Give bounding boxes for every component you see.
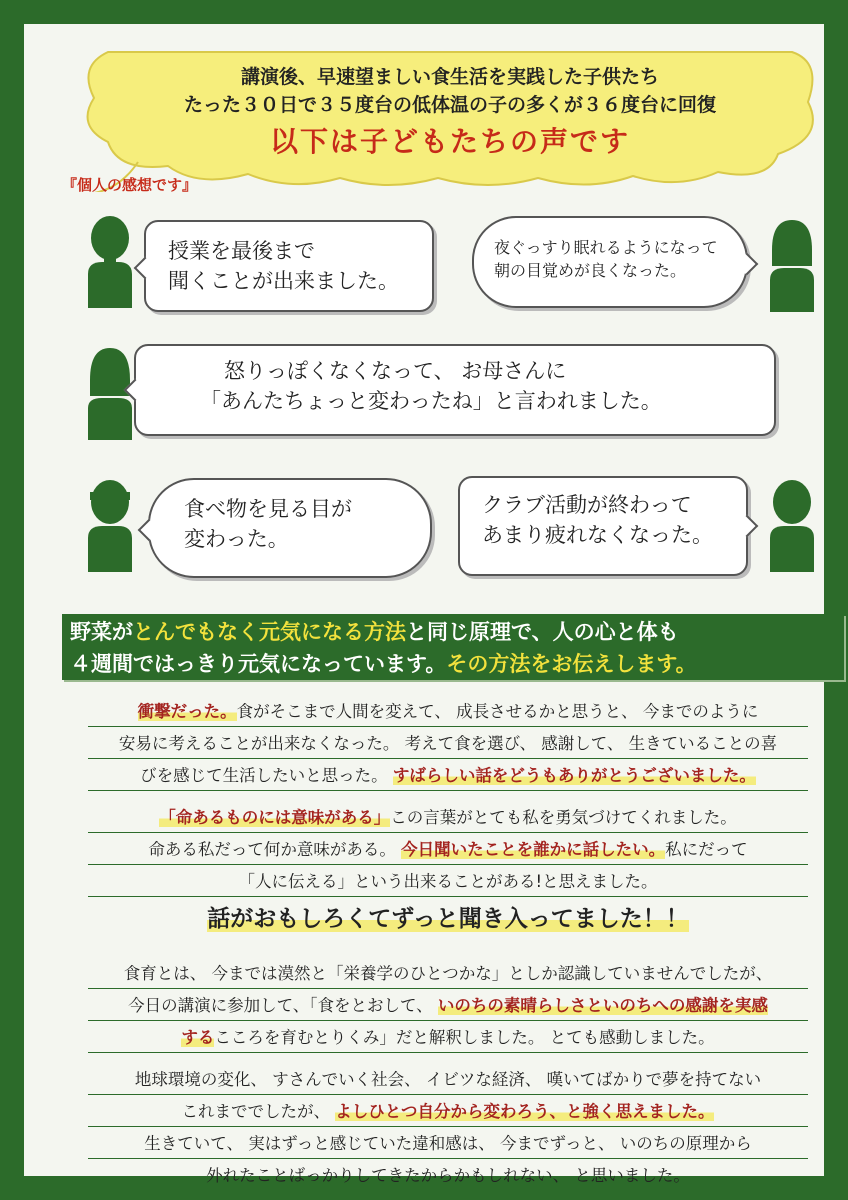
comment-2-text-b: 命ある私だって何か意味がある。 <box>148 840 402 859</box>
underline <box>88 1094 808 1095</box>
comment-1-text-c: びを感じて生活したいと思った。 <box>140 766 393 785</box>
comment-2-line-3 <box>48 868 848 892</box>
comment-2-highlight-b: 今日聞いたことを誰かに話したい。 <box>401 840 666 859</box>
speech-bubble-5 <box>458 476 748 576</box>
comment-1-text-b: 安易に考えることが出来なくなった。 考えて食を選び、 感謝して、 生きていることの喜 <box>118 734 778 753</box>
bubble-tail <box>138 519 161 542</box>
comment-1-line-2 <box>48 730 848 754</box>
bubble-4-line-2: 変わった。 <box>184 527 289 552</box>
comment-5-text-b: これまででしたが、 <box>181 1102 336 1121</box>
banner-1-part-c: と同じ原理で、人の心と体も <box>406 619 679 644</box>
comment-4-text-c: こころを育むとりくみ」だと解釈しました。 とても感動しました。 <box>214 1028 715 1047</box>
underline <box>88 988 808 989</box>
underline <box>88 1158 808 1159</box>
avatar-girl-1 <box>764 216 820 312</box>
comment-5-line-1 <box>48 1066 848 1090</box>
header-line-1: 講演後、早速望ましい食生活を実践した子供たち <box>240 66 659 88</box>
avatar-boy-1 <box>82 212 138 308</box>
speech-bubble-1 <box>144 220 434 312</box>
bubble-5-line-2: あまり疲れなくなった。 <box>482 523 713 548</box>
speech-bubble-3 <box>134 344 776 436</box>
underline <box>88 726 808 727</box>
comment-1-highlight-a: 衝撃だった。 <box>137 702 237 721</box>
underline <box>88 790 808 791</box>
comment-5-line-2 <box>48 1098 848 1122</box>
comment-1-highlight-b: すばらしい話をどうもありがとうございました。 <box>392 766 756 785</box>
header-line-3: 以下は子どもたちの声です <box>269 125 630 158</box>
comment-2-text-d: 「人に伝える」という出来ることがある!と思えました。 <box>238 872 658 891</box>
banner-2-highlight: その方法をお伝えします。 <box>446 651 697 676</box>
bubble-1-line-1: 授業を最後まで <box>168 239 315 263</box>
comment-1-text-a: 食がそこまで人間を変えて、 成長させるかと思うと、 今までのように <box>236 702 759 721</box>
comment-4-line-3 <box>48 1024 848 1048</box>
banner-line-2 <box>62 646 844 680</box>
bubble-2-line-2: 朝の目覚めが良くなった。 <box>494 261 687 281</box>
underline <box>88 758 808 759</box>
comment-2-highlight-a: 「命あるものには意味がある」 <box>159 808 391 827</box>
comment-2-text-c: 私にだって <box>665 840 748 859</box>
bubble-tail <box>736 515 759 538</box>
bubble-4-line-1: 食べ物を見る目が <box>184 497 352 521</box>
banner-line-1 <box>62 614 844 648</box>
bubble-tail <box>736 253 759 276</box>
header-cloud <box>78 48 822 192</box>
comment-5-text-d: 外れたことばっかりしてきたからかもしれない、 と思いました。 <box>206 1166 690 1185</box>
comment-3-text: 話がおもしろくてずっと聞き入ってました！！ <box>207 905 689 932</box>
underline <box>88 832 808 833</box>
underline <box>88 896 808 897</box>
comment-5-line-3 <box>48 1130 848 1154</box>
speech-bubble-4 <box>148 478 432 578</box>
avatar-boy-2 <box>82 476 138 572</box>
comment-5-highlight: よしひとつ自分から変わろう、と強く思えました。 <box>335 1102 715 1121</box>
comment-2-line-2 <box>48 836 848 860</box>
header-line-2: たった３０日で３５度台の低体温の子の多くが３６度台に回復 <box>183 94 716 116</box>
underline <box>88 1190 808 1191</box>
comment-2-text-a: この言葉がとても私を勇気づけてくれました。 <box>390 808 737 827</box>
bubble-3-line-1: 怒りっぽくなくなって、 お母さんに <box>224 359 567 383</box>
avatar-boy-3 <box>764 476 820 572</box>
comment-3-heading <box>48 900 848 933</box>
comment-1-line-1 <box>48 698 848 722</box>
underline <box>88 1052 808 1053</box>
bubble-5-line-1: クラブ活動が終わって <box>482 493 692 517</box>
personal-note: 『個人の感想です』 <box>62 176 198 194</box>
underline <box>88 864 808 865</box>
comment-2-line-1 <box>48 804 848 828</box>
banner-1-highlight: とんでもなく元気になる方法 <box>133 619 406 644</box>
banner-2-part-a: ４週間ではっきり元気になっています。 <box>70 651 447 676</box>
comment-4-line-2 <box>48 992 848 1016</box>
comment-4-highlight-a: いのちの素晴らしさといのちへの感謝を実感 <box>437 996 768 1015</box>
bubble-1-line-2: 聞くことが出来ました。 <box>168 269 399 294</box>
banner-1-part-a: 野菜が <box>70 619 133 644</box>
page-content <box>48 48 848 1200</box>
underline <box>88 1020 808 1021</box>
bubble-3-line-2: 「あんたちょっと変わったね」と言われました。 <box>200 389 662 414</box>
comment-1-line-3 <box>48 762 848 786</box>
comment-5-text-c: 生きていて、 実はずっと感じていた違和感は、 今までずっと、 いのちの原理から <box>144 1134 752 1153</box>
bubble-2-line-1: 夜ぐっすり眠れるようになって <box>494 238 718 257</box>
comment-4-highlight-b: する <box>181 1028 215 1047</box>
comment-5-line-4 <box>48 1162 848 1186</box>
underline <box>88 1126 808 1127</box>
speech-bubble-2 <box>472 216 748 308</box>
comment-4-text-a: 食育とは、 今までは漠然と「栄養学のひとつかな」としか認識していませんでしたが、 <box>123 964 773 983</box>
comment-4-text-b: 今日の講演に参加して、「食をとおして、 <box>128 996 438 1015</box>
comment-4-line-1 <box>48 960 848 984</box>
comment-5-text-a: 地球環境の変化、 すさんでいく社会、 イビツな経済、 嘆いてばかりで夢を持てない <box>134 1070 762 1089</box>
